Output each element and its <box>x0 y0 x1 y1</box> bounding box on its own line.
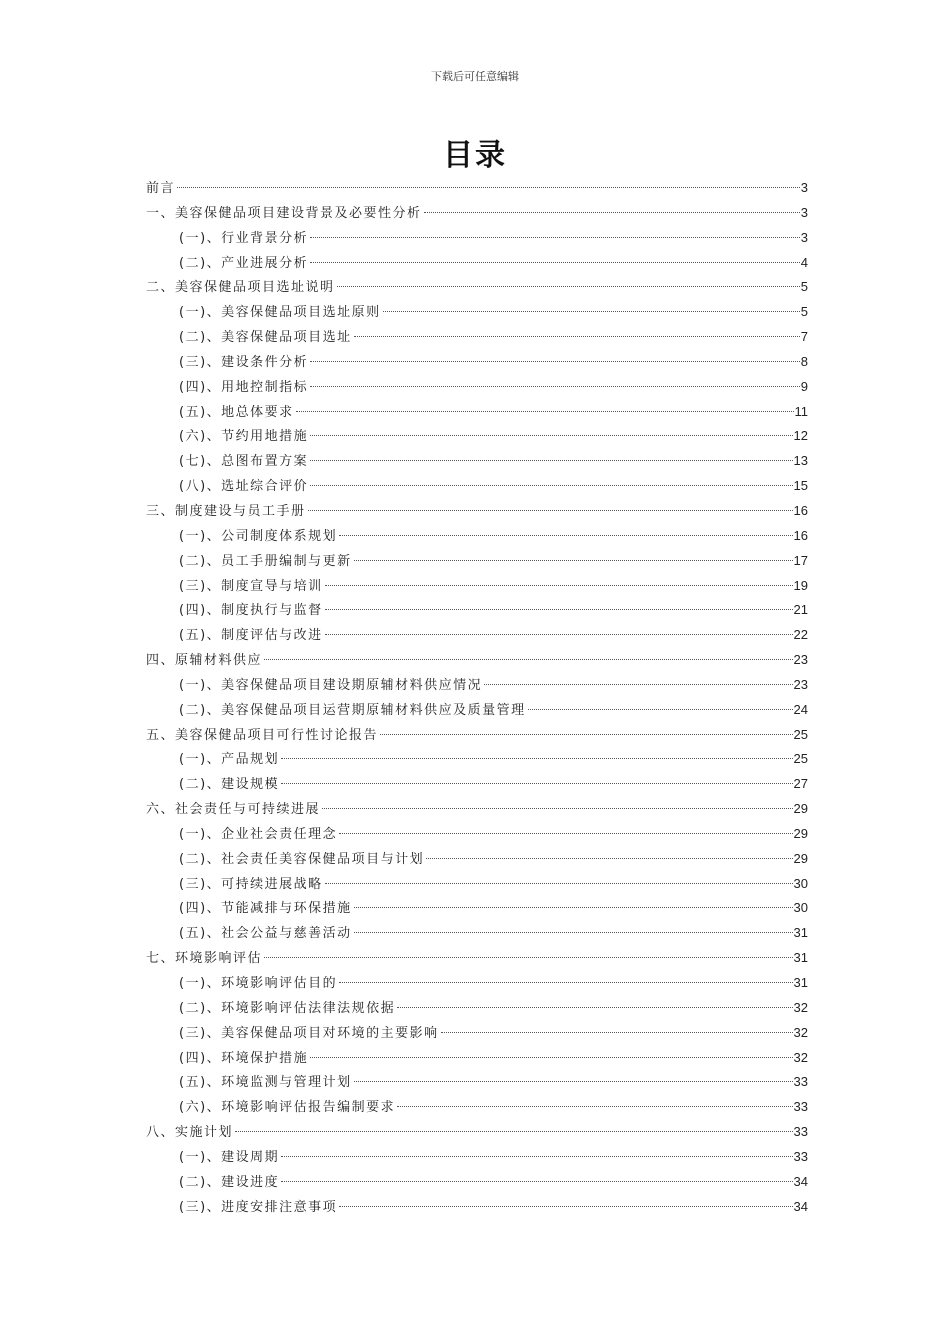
dot-leader <box>177 187 800 188</box>
toc-entry-text: (三)、建设条件分析 <box>179 354 309 370</box>
toc-page-number: 17 <box>793 552 808 568</box>
dot-leader <box>424 212 800 213</box>
toc-subentry[interactable] <box>146 375 808 400</box>
dot-leader <box>310 386 800 387</box>
toc-entry-text: (五)、制度评估与改进 <box>179 628 323 644</box>
toc-subentry[interactable] <box>146 971 808 996</box>
toc-page-number: 23 <box>793 652 808 668</box>
toc-page-number: 29 <box>793 825 808 841</box>
dot-leader <box>235 1131 793 1132</box>
toc-subentry[interactable] <box>146 747 808 772</box>
toc-page-number: 34 <box>793 1198 808 1214</box>
toc-subentry[interactable] <box>146 524 808 549</box>
toc-subentry[interactable] <box>146 896 808 921</box>
toc-page-number: 16 <box>793 527 808 543</box>
toc-page-number: 33 <box>793 1148 808 1164</box>
dot-leader <box>296 411 794 412</box>
header-note: 下载后可任意编辑 <box>431 70 519 83</box>
toc-subentry[interactable] <box>146 474 808 499</box>
toc-entry-text: (一)、公司制度体系规划 <box>179 528 338 544</box>
toc-entry-text: (一)、企业社会责任理念 <box>179 826 338 842</box>
dot-leader <box>339 982 792 983</box>
toc-entry-text: 七、环境影响评估 <box>146 951 263 967</box>
toc-subentry[interactable] <box>146 921 808 946</box>
toc-page-number: 31 <box>793 925 808 941</box>
toc-entry[interactable] <box>146 797 808 822</box>
dot-leader <box>281 783 792 784</box>
toc-page-number: 21 <box>793 602 808 618</box>
toc-page-number: 33 <box>793 1074 808 1090</box>
toc-page-number: 16 <box>793 502 808 518</box>
toc-page-number: 24 <box>793 701 808 717</box>
toc-entry-text: 六、社会责任与可持续进展 <box>146 802 321 818</box>
toc-page-number: 32 <box>793 1049 808 1065</box>
dot-leader <box>354 560 793 561</box>
toc-entry-text: (二)、环境影响评估法律法规依据 <box>179 1000 396 1016</box>
dot-leader <box>354 336 800 337</box>
toc-entry-text: 二、美容保健品项目选址说明 <box>146 280 335 296</box>
table-of-contents <box>146 176 808 1219</box>
dot-leader <box>380 734 793 735</box>
toc-page-number: 30 <box>793 900 808 916</box>
toc-entry-text: (一)、建设周期 <box>179 1149 280 1165</box>
dot-leader <box>281 1156 792 1157</box>
dot-leader <box>264 659 793 660</box>
toc-subentry[interactable] <box>146 822 808 847</box>
toc-page-number: 29 <box>793 850 808 866</box>
dot-leader <box>325 585 793 586</box>
toc-entry-text: 前言 <box>146 181 176 196</box>
toc-subentry[interactable] <box>146 350 808 375</box>
toc-subentry[interactable] <box>146 226 808 251</box>
toc-page-number: 31 <box>793 950 808 966</box>
toc-entry-text: (五)、环境监测与管理计划 <box>179 1075 352 1091</box>
dot-leader <box>310 485 792 486</box>
toc-page-number: 25 <box>793 751 808 767</box>
dot-leader <box>310 1057 792 1058</box>
toc-subentry[interactable] <box>146 549 808 574</box>
toc-entry-text: 三、制度建设与员工手册 <box>146 503 306 519</box>
toc-subentry[interactable] <box>146 623 808 648</box>
toc-page-number: 23 <box>793 676 808 692</box>
dot-leader <box>281 758 792 759</box>
toc-subentry[interactable] <box>146 1195 808 1220</box>
toc-subentry[interactable] <box>146 996 808 1021</box>
dot-leader <box>339 1206 792 1207</box>
toc-page-number: 15 <box>793 478 808 494</box>
dot-leader <box>354 1081 793 1082</box>
toc-page-number: 3 <box>800 180 808 195</box>
toc-entry-text: (二)、建设规模 <box>179 777 280 793</box>
toc-page-number: 12 <box>793 428 808 444</box>
toc-entry-text: (三)、可持续进展战略 <box>179 876 323 892</box>
dot-leader <box>310 435 792 436</box>
toc-page-number: 22 <box>793 627 808 643</box>
toc-entry-text: (六)、环境影响评估报告编制要求 <box>179 1100 396 1116</box>
toc-page-number: 34 <box>793 1173 808 1189</box>
toc-subentry[interactable] <box>146 598 808 623</box>
dot-leader <box>383 311 800 312</box>
toc-subentry[interactable] <box>146 574 808 599</box>
toc-entry-text: 四、原辅材料供应 <box>146 653 263 669</box>
dot-leader <box>337 286 800 287</box>
toc-subentry[interactable] <box>146 1046 808 1071</box>
dot-leader <box>325 609 793 610</box>
toc-subentry[interactable] <box>146 449 808 474</box>
toc-entry[interactable] <box>146 201 808 226</box>
toc-entry[interactable] <box>146 275 808 300</box>
toc-entry-text: (二)、社会责任美容保健品项目与计划 <box>179 851 425 867</box>
toc-page-number: 4 <box>800 254 808 270</box>
toc-title: 目录 <box>443 138 507 173</box>
dot-leader <box>310 361 800 362</box>
toc-subentry[interactable] <box>146 1145 808 1170</box>
toc-subentry[interactable] <box>146 325 808 350</box>
dot-leader <box>426 858 792 859</box>
dot-leader <box>528 709 793 710</box>
toc-entry-text: (三)、制度宣导与培训 <box>179 578 323 594</box>
dot-leader <box>322 808 793 809</box>
toc-entry-text: (一)、行业背景分析 <box>179 230 309 246</box>
dot-leader <box>325 634 793 635</box>
toc-entry-text: (二)、员工手册编制与更新 <box>179 553 352 569</box>
toc-page-number: 9 <box>800 378 808 394</box>
toc-entry[interactable] <box>146 723 808 748</box>
toc-entry[interactable] <box>146 499 808 524</box>
dot-leader <box>325 883 793 884</box>
toc-page-number: 29 <box>793 801 808 817</box>
toc-subentry[interactable] <box>146 424 808 449</box>
toc-page-number: 5 <box>800 279 808 295</box>
toc-page-number: 19 <box>793 577 808 593</box>
toc-entry-text: (一)、美容保健品项目建设期原辅材料供应情况 <box>179 677 483 693</box>
toc-entry-text: 五、美容保健品项目可行性讨论报告 <box>146 727 379 743</box>
toc-entry-text: (二)、美容保健品项目运营期原辅材料供应及质量管理 <box>179 702 526 718</box>
dot-leader <box>354 932 793 933</box>
toc-subentry[interactable] <box>146 1170 808 1195</box>
toc-subentry[interactable] <box>146 1095 808 1120</box>
dot-leader <box>441 1032 793 1033</box>
toc-entry-text: (一)、美容保健品项目选址原则 <box>179 305 381 321</box>
toc-page-number: 7 <box>800 329 808 345</box>
toc-entry-text: (三)、美容保健品项目对环境的主要影响 <box>179 1025 439 1041</box>
toc-entry-text: (五)、地总体要求 <box>179 404 294 420</box>
toc-entry[interactable] <box>146 176 808 201</box>
toc-subentry[interactable] <box>146 772 808 797</box>
toc-entry[interactable] <box>146 946 808 971</box>
toc-page-number: 3 <box>800 204 808 220</box>
toc-page-number: 30 <box>793 875 808 891</box>
toc-subentry[interactable] <box>146 251 808 276</box>
dot-leader <box>310 237 800 238</box>
toc-subentry[interactable] <box>146 698 808 723</box>
toc-subentry[interactable] <box>146 1070 808 1095</box>
dot-leader <box>397 1106 792 1107</box>
toc-page-number: 5 <box>800 304 808 320</box>
toc-entry-text: (七)、总图布置方案 <box>179 454 309 470</box>
dot-leader <box>310 460 792 461</box>
toc-page-number: 32 <box>793 1024 808 1040</box>
dot-leader <box>339 535 792 536</box>
toc-entry-text: (二)、建设进度 <box>179 1174 280 1190</box>
toc-page-number: 33 <box>793 1099 808 1115</box>
toc-subentry[interactable] <box>146 1021 808 1046</box>
dot-leader <box>354 907 793 908</box>
toc-page-number: 27 <box>793 776 808 792</box>
toc-entry-text: (一)、产品规划 <box>179 752 280 768</box>
toc-page-number: 3 <box>800 229 808 245</box>
toc-page-number: 8 <box>800 353 808 369</box>
toc-entry-text: 八、实施计划 <box>146 1125 234 1141</box>
toc-subentry[interactable] <box>146 847 808 872</box>
toc-page-number: 33 <box>793 1124 808 1140</box>
toc-page-number: 11 <box>794 403 808 419</box>
toc-entry-text: (六)、节约用地措施 <box>179 429 309 445</box>
toc-page-number: 13 <box>793 453 808 469</box>
toc-page-number: 32 <box>793 999 808 1015</box>
toc-subentry[interactable] <box>146 872 808 897</box>
toc-page-number: 31 <box>793 975 808 990</box>
toc-entry-text: (四)、环境保护措施 <box>179 1050 309 1066</box>
toc-entry[interactable] <box>146 1120 808 1145</box>
toc-entry[interactable] <box>146 648 808 673</box>
dot-leader <box>339 833 792 834</box>
toc-entry-text: (一)、环境影响评估目的 <box>179 976 338 991</box>
toc-entry-text: (四)、节能减排与环保措施 <box>179 901 352 917</box>
toc-entry-text: (二)、产业进展分析 <box>179 255 309 271</box>
toc-entry-text: (五)、社会公益与慈善活动 <box>179 926 352 942</box>
toc-entry-text: (八)、选址综合评价 <box>179 479 309 495</box>
dot-leader <box>310 262 800 263</box>
dot-leader <box>308 510 793 511</box>
dot-leader <box>484 684 792 685</box>
dot-leader <box>281 1181 792 1182</box>
dot-leader <box>397 1007 792 1008</box>
dot-leader <box>264 957 793 958</box>
toc-entry-text: 一、美容保健品项目建设背景及必要性分析 <box>146 205 422 221</box>
toc-entry-text: (四)、制度执行与监督 <box>179 603 323 619</box>
toc-subentry[interactable] <box>146 300 808 325</box>
toc-page-number: 25 <box>793 726 808 742</box>
toc-subentry[interactable] <box>146 673 808 698</box>
toc-entry-text: (四)、用地控制指标 <box>179 379 309 395</box>
toc-entry-text: (二)、美容保健品项目选址 <box>179 330 352 346</box>
toc-subentry[interactable] <box>146 400 808 425</box>
toc-entry-text: (三)、进度安排注意事项 <box>179 1199 338 1215</box>
